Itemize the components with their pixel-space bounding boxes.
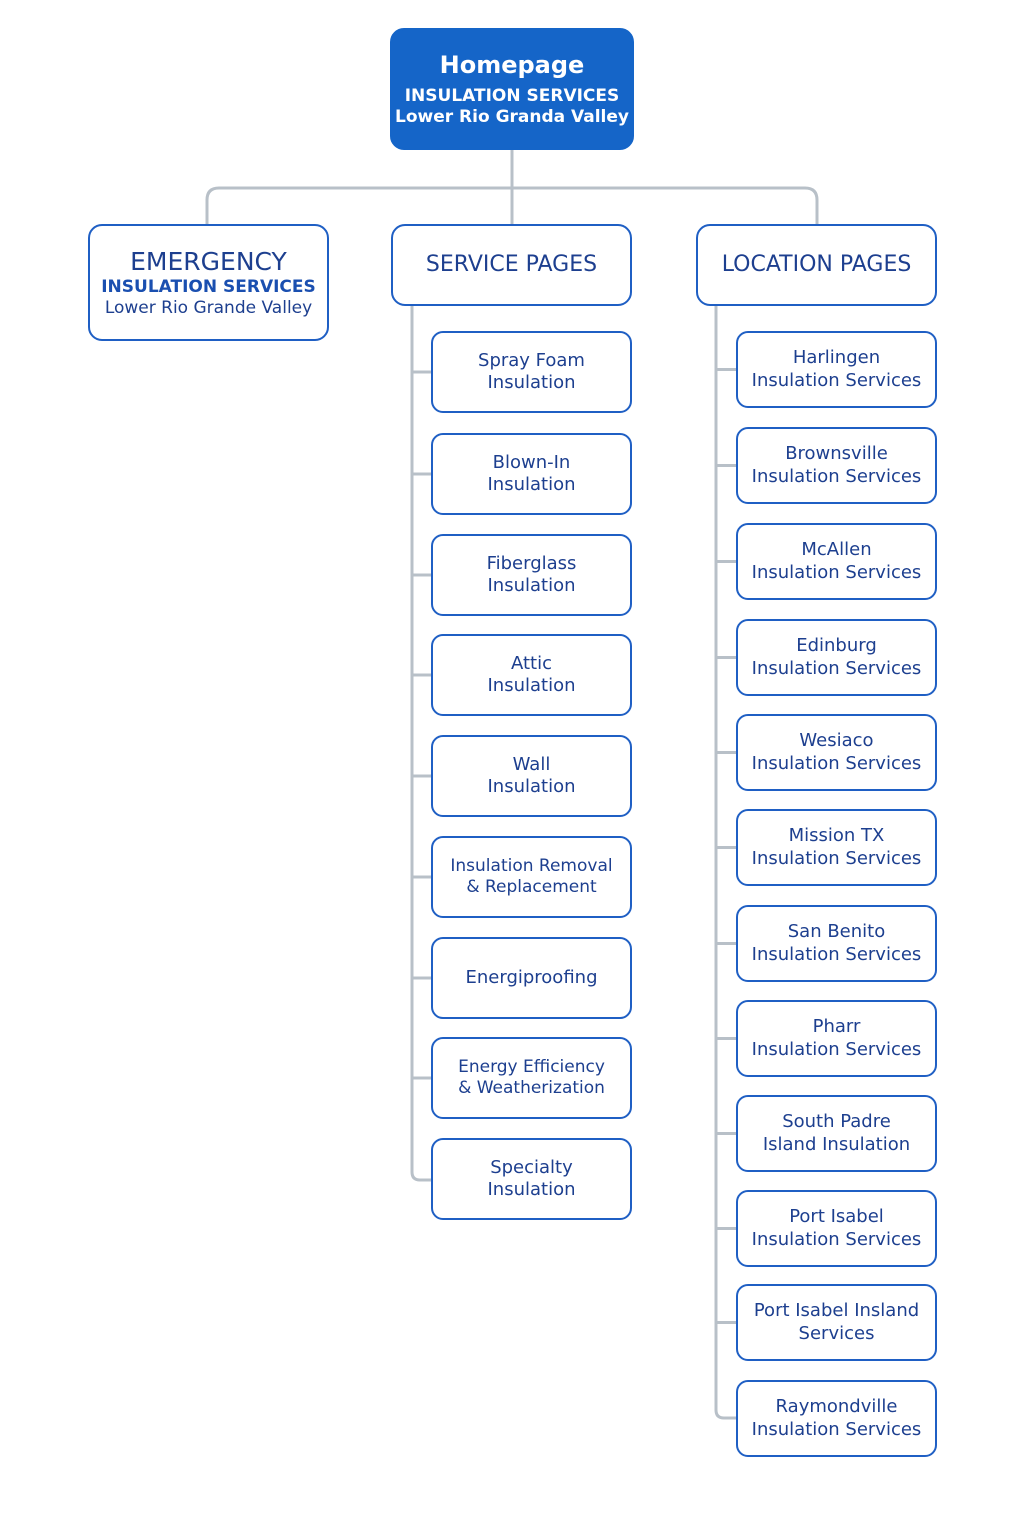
- service-pages-node[interactable]: [391, 224, 632, 306]
- service-line-1: Energiproofing: [465, 966, 598, 988]
- location-line-1: South Padre: [782, 1111, 891, 1132]
- service-line-2: Insulation: [487, 776, 576, 797]
- location-line-1: San Benito: [787, 921, 886, 942]
- location-node-wesiaco[interactable]: [736, 714, 937, 791]
- location-line-2: Island Insulation: [762, 1133, 911, 1155]
- service-node-energy-efficiency[interactable]: [431, 1037, 632, 1119]
- location-line-1: Brownsville: [785, 443, 888, 464]
- service-line-2: & Weatherization: [458, 1078, 605, 1098]
- location-line-1: Edinburg: [796, 635, 877, 656]
- service-line-1: Fiberglass: [486, 552, 577, 574]
- service-line-1: Attic: [510, 652, 552, 674]
- location-line-2: Insulation Services: [751, 1418, 922, 1440]
- location-node-mcallen[interactable]: [736, 523, 937, 600]
- service-line-1: Blown-In: [492, 451, 571, 473]
- service-line-1: Spray Foam: [478, 349, 585, 371]
- connector-service-spine: [412, 306, 431, 1180]
- location-node-raymondville[interactable]: [736, 1380, 937, 1457]
- location-line-2: Insulation Services: [751, 465, 922, 487]
- service-node-energiproofing[interactable]: [431, 937, 632, 1019]
- service-line-2: & Replacement: [466, 877, 597, 897]
- service-node-removal-replacement[interactable]: [431, 836, 632, 918]
- service-node-fiberglass[interactable]: [431, 534, 632, 616]
- location-line-2: Insulation Services: [751, 1228, 922, 1250]
- service-line-2: Insulation: [487, 372, 576, 393]
- service-line-1: Energy Efficiency: [458, 1056, 605, 1077]
- service-line-2: Insulation: [487, 474, 576, 495]
- location-pages-label: LOCATION PAGES: [721, 252, 912, 278]
- service-node-spray-foam[interactable]: [431, 331, 632, 413]
- location-line-1: Mission TX: [788, 825, 885, 846]
- connector-location-spine: [716, 306, 736, 1418]
- emergency-subtitle: INSULATION SERVICES: [101, 276, 316, 297]
- location-node-mission[interactable]: [736, 809, 937, 886]
- location-line-1: McAllen: [801, 539, 872, 560]
- location-line-1: Wesiaco: [799, 730, 874, 751]
- homepage-node[interactable]: [390, 28, 634, 150]
- location-node-port-isabel-insland[interactable]: [736, 1284, 937, 1361]
- location-line-2: Insulation Services: [751, 752, 922, 774]
- location-line-1: Raymondville: [775, 1396, 898, 1417]
- emergency-region: Lower Rio Grande Valley: [104, 298, 313, 319]
- service-line-2: Insulation: [487, 1179, 576, 1200]
- service-line-1: Wall: [512, 753, 551, 775]
- homepage-region: Lower Rio Granda Valley: [395, 107, 629, 127]
- location-node-pharr[interactable]: [736, 1000, 937, 1077]
- location-line-2: Services: [798, 1322, 875, 1344]
- location-node-port-isabel[interactable]: [736, 1190, 937, 1267]
- location-line-2: Insulation Services: [751, 1038, 922, 1060]
- service-node-attic[interactable]: [431, 634, 632, 716]
- service-pages-label: SERVICE PAGES: [425, 252, 598, 278]
- location-line-2: Insulation Services: [751, 561, 922, 583]
- location-node-edinburg[interactable]: [736, 619, 937, 696]
- service-line-1: Specialty: [490, 1156, 573, 1178]
- location-node-san-benito[interactable]: [736, 905, 937, 982]
- homepage-title: Homepage: [439, 50, 585, 79]
- location-line-1: Harlingen: [792, 347, 881, 368]
- location-line-1: Pharr: [812, 1016, 861, 1037]
- location-node-south-padre[interactable]: [736, 1095, 937, 1172]
- service-node-wall[interactable]: [431, 735, 632, 817]
- emergency-title: EMERGENCY: [130, 246, 287, 276]
- location-node-brownsville[interactable]: [736, 427, 937, 504]
- location-line-1: Port Isabel Insland: [753, 1300, 920, 1321]
- service-line-2: Insulation: [487, 675, 576, 696]
- location-pages-node[interactable]: [696, 224, 937, 306]
- location-line-2: Insulation Services: [751, 657, 922, 679]
- service-line-1: Insulation Removal: [450, 855, 613, 876]
- location-line-2: Insulation Services: [751, 943, 922, 965]
- emergency-node[interactable]: [88, 224, 329, 341]
- location-line-2: Insulation Services: [751, 847, 922, 869]
- homepage-subtitle: INSULATION SERVICES: [404, 85, 620, 106]
- service-line-2: Insulation: [487, 575, 576, 596]
- location-node-harlingen[interactable]: [736, 331, 937, 408]
- location-line-2: Insulation Services: [751, 369, 922, 391]
- service-node-blown-in[interactable]: [431, 433, 632, 515]
- service-node-specialty[interactable]: [431, 1138, 632, 1220]
- location-line-1: Port Isabel: [789, 1206, 884, 1227]
